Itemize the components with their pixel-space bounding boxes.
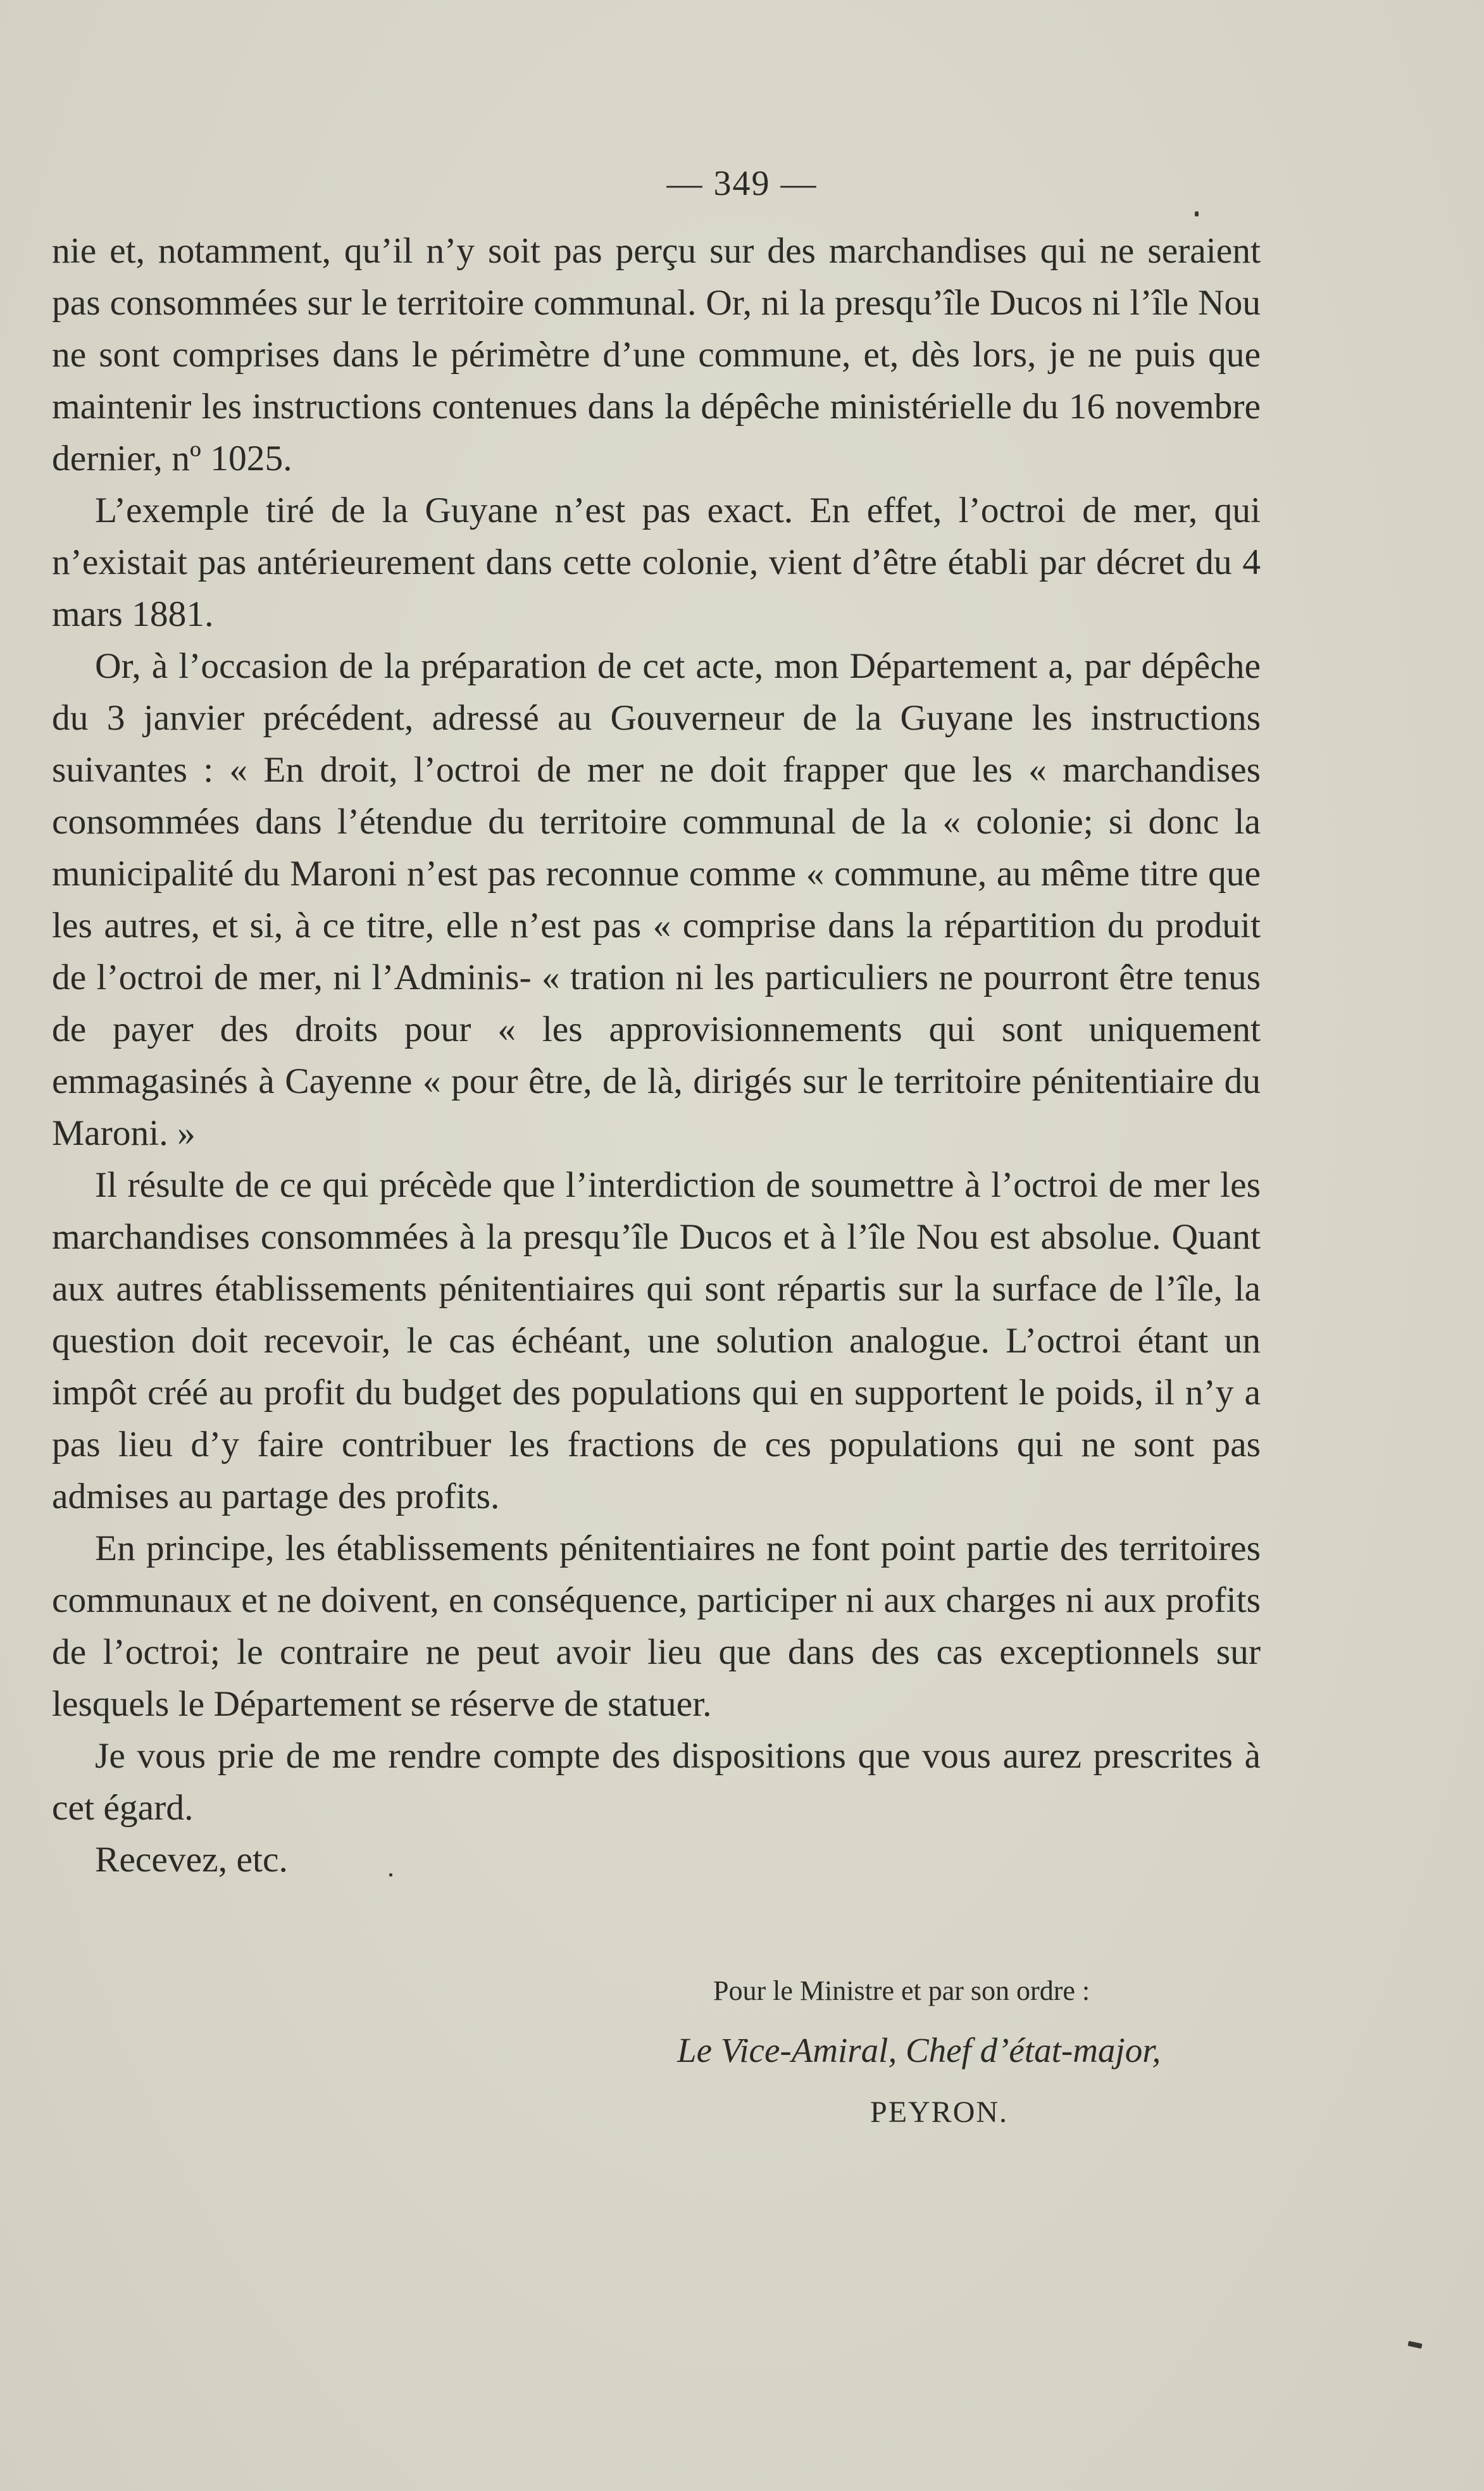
paragraph-7: Recevez, etc.: [95, 1840, 288, 1880]
page-number: — 349 —: [666, 164, 818, 203]
paragraph-1: nie et, notamment, qu’il n’y soit pas perçu sur des marchandises qui ne seraient pas consommées sur le territoire communal. Or, ni la presqu’île Ducos ni l’île Nou ne sont comprises dans le périmètre d’une commune, et, dès lors, je ne puis que maintenir les instructions contenues dans la dépêche ministérielle du 16 novembre dernier, nº 1025.: [52, 231, 1261, 478]
ink-speck: [389, 1873, 392, 1876]
ink-speck: [1407, 2341, 1422, 2349]
paragraph-4: Il résulte de ce qui précède que l’interdiction de soumettre à l’octroi de mer les marchandises consommées à la presqu’île Ducos et à l’île Nou est absolue. Quant aux autres établissements pénitentiaires qui sont répartis sur la surface de l’île, la question doit recevoir, le cas échéant, une solution analogue. L’octroi étant un impôt créé au profit du budget des populations qui en supportent le poids, il n’y a pas lieu d’y faire contribuer les fractions de ces populations qui ne sont pas admises au partage des profits.: [52, 1165, 1261, 1516]
signature-intro: Pour le Ministre et par son ordre :: [713, 1975, 1090, 2006]
paragraph-6: Je vous prie de me rendre compte des dispositions que vous aurez prescrites à cet égard.: [52, 1736, 1261, 1828]
paragraph-5: En principe, les établissements pénitentiaires ne font point partie des territoires communaux et ne doivent, en conséquence, participer ni aux charges ni aux profits de l’octroi; le contraire ne peut avoir lieu que dans des cas exceptionnels sur lesquels le Département se réserve de statuer.: [52, 1528, 1261, 1724]
paragraph-3: Or, à l’occasion de la préparation de cet acte, mon Département a, par dépêche du 3 janvier précédent, adressé au Gouverneur de la Guyane les instructions suivantes : « En droit, l’octroi de mer ne doit frapper que les « marchandises consommées dans l’étendue du territoire communal de la « colonie; si donc la municipalité du Maroni n’est pas reconnue comme « commune, au même titre que les autres, et si, à ce titre, elle n’est pas « comprise dans la répartition du produit de l’octroi de mer, ni l’Adminis- « tration ni les particuliers ne pourront être tenus de payer des droits pour « les approvisionnements qui sont uniquement emmagasinés à Cayenne « pour être, de là, dirigés sur le territoire pénitentiaire du Maroni. »: [52, 646, 1261, 1153]
signature-name: PEYRON.: [870, 2095, 1009, 2129]
paragraph-2: L’exemple tiré de la Guyane n’est pas exact. En effet, l’octroi de mer, qui n’existait pas antérieurement dans cette colonie, vient d’être établi par décret du 4 mars 1881.: [52, 490, 1261, 634]
ink-speck: [1195, 211, 1199, 216]
signature-title: Le Vice-Amiral, Chef d’état-major,: [677, 2031, 1161, 2070]
body-text: [52, 225, 1261, 1886]
